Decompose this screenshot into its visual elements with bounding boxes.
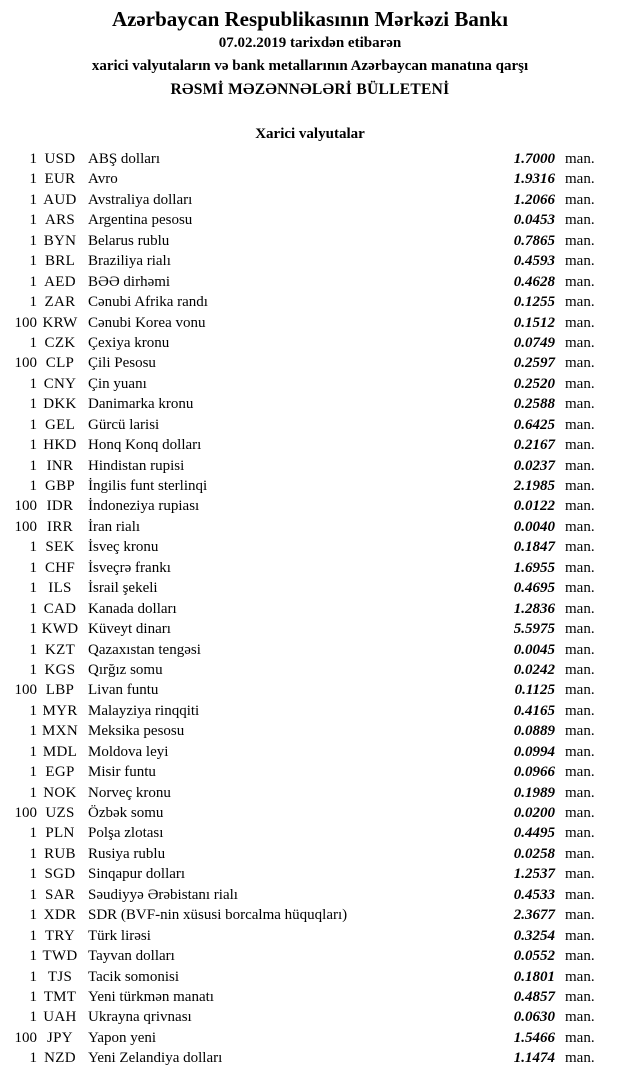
currency-unit: man. xyxy=(565,641,595,658)
currency-rate: 0.0258 xyxy=(513,845,555,862)
currency-row xyxy=(0,680,620,700)
currency-row xyxy=(0,169,620,189)
currency-name: Danimarka kronu xyxy=(88,396,194,413)
currency-unit: man. xyxy=(565,416,595,433)
currency-unit: man. xyxy=(565,845,595,862)
currency-name: Polşa zlotası xyxy=(88,825,164,842)
currency-name: İndoneziya rupiası xyxy=(88,498,200,515)
currency-quantity: 1 xyxy=(29,273,37,290)
currency-unit: man. xyxy=(565,621,595,638)
currency-code: CZK xyxy=(44,334,76,351)
currency-rate: 1.2066 xyxy=(513,191,555,208)
currency-unit: man. xyxy=(565,212,595,229)
currency-row xyxy=(0,578,620,598)
currency-unit: man. xyxy=(565,886,595,903)
currency-rate: 1.5466 xyxy=(513,1029,555,1046)
currency-code: AUD xyxy=(43,191,77,208)
currency-name: Cənubi Korea vonu xyxy=(88,314,206,331)
currency-rate: 0.0749 xyxy=(513,334,555,351)
currency-name: Moldova leyi xyxy=(88,743,169,760)
currency-quantity: 100 xyxy=(14,1029,37,1046)
currency-name: Avstraliya dolları xyxy=(88,191,193,208)
currency-row xyxy=(0,272,620,292)
currency-code: PLN xyxy=(45,825,75,842)
currency-code: TMT xyxy=(43,988,77,1005)
currency-name: Küveyt dinarı xyxy=(88,621,171,638)
currency-name: Ukrayna qrivnası xyxy=(88,1009,192,1026)
currency-rate: 0.4695 xyxy=(513,580,555,597)
currency-name: İsrail şekeli xyxy=(88,580,158,597)
currency-unit: man. xyxy=(565,743,595,760)
currency-code: GEL xyxy=(44,416,76,433)
currency-unit: man. xyxy=(565,968,595,985)
currency-rate: 0.6425 xyxy=(513,416,555,433)
currency-quantity: 1 xyxy=(29,478,37,494)
date-line: 07.02.2019 tarixdən etibarən xyxy=(218,35,402,51)
currency-code: EUR xyxy=(44,171,76,188)
currency-unit: man. xyxy=(565,948,595,965)
currency-rate: 0.7865 xyxy=(513,232,555,249)
currency-quantity: 1 xyxy=(29,886,37,903)
currency-unit: man. xyxy=(565,559,595,576)
currency-quantity: 1 xyxy=(29,661,37,678)
currency-rate: 0.2520 xyxy=(513,375,555,392)
currency-unit: man. xyxy=(565,682,595,699)
currency-unit: man. xyxy=(565,457,595,474)
currency-quantity: 1 xyxy=(29,743,37,760)
currency-code: KWD xyxy=(41,621,79,638)
currency-code: MYR xyxy=(42,702,78,719)
currency-rate: 0.4857 xyxy=(513,988,555,1005)
currency-code: DKK xyxy=(43,396,77,413)
currency-name: Cənubi Afrika randı xyxy=(88,294,208,311)
currency-code: IDR xyxy=(46,498,74,515)
currency-name: İsveç kronu xyxy=(88,539,159,556)
currency-code: ZAR xyxy=(44,294,76,311)
currency-name: Sinqapur dolları xyxy=(88,866,186,883)
currency-name: Qırğız somu xyxy=(88,661,163,678)
currency-rate: 0.4165 xyxy=(513,702,555,719)
currency-row xyxy=(0,905,620,925)
currency-rate: 0.2588 xyxy=(513,396,555,413)
currency-name: Qazaxıstan tengəsi xyxy=(88,641,201,658)
currency-unit: man. xyxy=(565,723,595,740)
currency-rate: 0.0552 xyxy=(513,948,555,965)
currency-rate: 0.0889 xyxy=(513,723,555,740)
currency-quantity: 1 xyxy=(29,171,37,188)
currency-code: MDL xyxy=(42,743,78,760)
currency-rate: 1.2836 xyxy=(513,600,555,617)
currency-code: IRR xyxy=(47,518,73,535)
currency-name: Çexiya kronu xyxy=(88,334,170,351)
currency-code: INR xyxy=(46,457,74,474)
currency-rate: 5.5975 xyxy=(513,621,555,638)
currency-code: TWD xyxy=(42,948,78,965)
bulletin-title: RƏSMİ MƏZƏNNƏLƏRİ BÜLLETENİ xyxy=(170,81,450,98)
currency-rate: 0.0040 xyxy=(513,518,555,535)
rates-table xyxy=(0,149,620,1069)
currency-name: Avro xyxy=(88,171,118,188)
currency-rate: 1.7000 xyxy=(513,151,555,167)
currency-quantity: 1 xyxy=(29,907,37,924)
currency-name: BƏƏ dirhəmi xyxy=(88,273,171,290)
currency-rate: 0.1847 xyxy=(513,539,555,556)
currency-quantity: 1 xyxy=(29,845,37,862)
currency-rate: 0.1125 xyxy=(514,682,555,699)
currency-row xyxy=(0,701,620,721)
currency-rate: 1.9316 xyxy=(513,171,555,188)
currency-code: RUB xyxy=(44,845,76,862)
currency-row xyxy=(0,783,620,803)
currency-code: ARS xyxy=(44,212,76,229)
currency-code: SAR xyxy=(44,886,76,903)
currency-quantity: 100 xyxy=(14,498,37,515)
currency-row xyxy=(0,823,620,843)
currency-rate: 0.4495 xyxy=(513,825,555,842)
currency-code: HKD xyxy=(43,437,77,454)
currency-unit: man. xyxy=(565,355,595,372)
currency-quantity: 1 xyxy=(29,723,37,740)
section-title: Xarici valyutalar xyxy=(255,126,365,142)
currency-unit: man. xyxy=(565,253,595,270)
currency-unit: man. xyxy=(565,232,595,249)
currency-quantity: 1 xyxy=(29,1009,37,1026)
currency-code: CHF xyxy=(44,559,76,576)
currency-quantity: 1 xyxy=(29,948,37,965)
currency-quantity: 1 xyxy=(29,600,37,617)
currency-row xyxy=(0,537,620,557)
currency-row xyxy=(0,210,620,230)
currency-row xyxy=(0,251,620,271)
currency-unit: man. xyxy=(565,334,595,351)
currency-name: Misir funtu xyxy=(88,764,156,781)
currency-quantity: 1 xyxy=(29,988,37,1005)
currency-row xyxy=(0,333,620,353)
currency-row xyxy=(0,946,620,966)
currency-quantity: 1 xyxy=(29,539,37,556)
currency-unit: man. xyxy=(565,478,595,494)
currency-name: Meksika pesosu xyxy=(88,723,185,740)
currency-rate: 0.0630 xyxy=(513,1009,555,1026)
currency-code: TRY xyxy=(44,927,76,944)
currency-unit: man. xyxy=(565,396,595,413)
currency-rate: 0.0994 xyxy=(513,743,555,760)
currency-quantity: 1 xyxy=(29,580,37,597)
currency-unit: man. xyxy=(565,784,595,801)
currency-name: İsveçrə frankı xyxy=(88,559,171,576)
currency-quantity: 1 xyxy=(29,968,37,985)
currency-name: Yapon yeni xyxy=(88,1029,157,1046)
currency-name: Rusiya rublu xyxy=(88,845,166,862)
currency-code: CAD xyxy=(43,600,77,617)
currency-code: SEK xyxy=(45,539,75,556)
currency-row xyxy=(0,353,620,373)
currency-quantity: 100 xyxy=(14,518,37,535)
currency-quantity: 1 xyxy=(29,784,37,801)
currency-name: Belarus rublu xyxy=(88,232,170,249)
currency-row xyxy=(0,292,620,312)
currency-unit: man. xyxy=(565,151,595,167)
currency-quantity: 1 xyxy=(29,416,37,433)
currency-quantity: 100 xyxy=(14,682,37,699)
currency-name: Türk lirəsi xyxy=(88,927,151,944)
currency-code: EGP xyxy=(45,764,75,781)
currency-row xyxy=(0,476,620,496)
currency-code: JPY xyxy=(47,1029,73,1046)
currency-row xyxy=(0,558,620,578)
currency-code: USD xyxy=(44,151,76,167)
currency-name: Argentina pesosu xyxy=(88,212,193,229)
currency-code: MXN xyxy=(42,723,78,740)
currency-code: KGS xyxy=(44,661,76,678)
currency-code: ILS xyxy=(48,580,72,597)
currency-rate: 0.4533 xyxy=(513,886,555,903)
currency-unit: man. xyxy=(565,191,595,208)
currency-quantity: 1 xyxy=(29,866,37,883)
currency-unit: man. xyxy=(565,375,595,392)
currency-name: Çili Pesosu xyxy=(88,355,156,372)
currency-rate: 0.2597 xyxy=(513,355,555,372)
currency-name: Honq Konq dolları xyxy=(88,437,202,454)
currency-rate: 0.4593 xyxy=(513,253,555,270)
currency-row xyxy=(0,1028,620,1048)
currency-name: Malayziya rinqqiti xyxy=(88,702,200,719)
currency-unit: man. xyxy=(565,600,595,617)
currency-row xyxy=(0,864,620,884)
currency-row xyxy=(0,987,620,1007)
currency-row xyxy=(0,885,620,905)
currency-code: UZS xyxy=(45,805,75,821)
currency-rate: 0.0122 xyxy=(513,498,555,515)
currency-unit: man. xyxy=(565,702,595,719)
currency-row xyxy=(0,496,620,516)
currency-rate: 0.3254 xyxy=(513,927,555,944)
currency-rate: 0.1255 xyxy=(513,294,555,311)
currency-row xyxy=(0,742,620,762)
currency-quantity: 1 xyxy=(29,702,37,719)
currency-quantity: 1 xyxy=(29,294,37,311)
currency-quantity: 1 xyxy=(29,457,37,474)
currency-code: KZT xyxy=(44,641,76,658)
currency-code: CLP xyxy=(45,355,75,372)
currency-quantity: 1 xyxy=(29,253,37,270)
currency-unit: man. xyxy=(565,580,595,597)
currency-rate: 1.1474 xyxy=(513,1050,555,1067)
currency-row xyxy=(0,415,620,435)
currency-quantity: 1 xyxy=(29,927,37,944)
currency-quantity: 1 xyxy=(29,437,37,454)
currency-unit: man. xyxy=(565,518,595,535)
currency-quantity: 1 xyxy=(29,396,37,413)
currency-row xyxy=(0,231,620,251)
currency-quantity: 1 xyxy=(29,375,37,392)
currency-quantity: 1 xyxy=(29,825,37,842)
currency-code: AED xyxy=(44,273,76,290)
currency-quantity: 100 xyxy=(14,355,37,372)
currency-rate: 1.2537 xyxy=(513,866,555,883)
currency-code: KRW xyxy=(42,314,78,331)
currency-quantity: 1 xyxy=(29,764,37,781)
currency-name: Yeni Zelandiya dolları xyxy=(88,1050,223,1067)
currency-unit: man. xyxy=(565,1029,595,1046)
currency-unit: man. xyxy=(565,539,595,556)
currency-row xyxy=(0,599,620,619)
currency-rate: 0.0200 xyxy=(513,805,555,821)
currency-row xyxy=(0,721,620,741)
currency-code: SGD xyxy=(44,866,76,883)
currency-row xyxy=(0,190,620,210)
currency-row xyxy=(0,374,620,394)
currency-unit: man. xyxy=(565,825,595,842)
currency-row xyxy=(0,926,620,946)
currency-unit: man. xyxy=(565,498,595,515)
currency-name: Norveç kronu xyxy=(88,784,171,801)
currency-row xyxy=(0,394,620,414)
currency-name: Özbək somu xyxy=(88,805,164,821)
currency-name: SDR (BVF-nin xüsusi borcalma hüquqları) xyxy=(88,907,348,924)
currency-name: ABŞ dolları xyxy=(88,151,161,167)
currency-row xyxy=(0,517,620,537)
currency-row xyxy=(0,149,620,169)
currency-row xyxy=(0,640,620,660)
currency-rate: 0.2167 xyxy=(513,437,555,454)
currency-rate: 0.4628 xyxy=(513,273,555,290)
currency-name: Livan funtu xyxy=(88,682,159,699)
currency-name: Kanada dolları xyxy=(88,600,177,617)
currency-unit: man. xyxy=(565,314,595,331)
currency-unit: man. xyxy=(565,294,595,311)
currency-row xyxy=(0,619,620,639)
currency-unit: man. xyxy=(565,907,595,924)
currency-rate: 0.0045 xyxy=(513,641,555,658)
currency-quantity: 1 xyxy=(29,191,37,208)
currency-unit: man. xyxy=(565,171,595,188)
currency-name: İngilis funt sterlinqi xyxy=(88,478,208,494)
currency-rate: 1.6955 xyxy=(513,559,555,576)
currency-quantity: 1 xyxy=(29,1050,37,1067)
doc-header xyxy=(0,0,620,98)
currency-code: GBP xyxy=(44,478,76,494)
currency-rate: 0.0242 xyxy=(513,661,555,678)
currency-rate: 0.0966 xyxy=(513,764,555,781)
currency-unit: man. xyxy=(565,866,595,883)
currency-code: CNY xyxy=(43,375,77,392)
currency-row xyxy=(0,844,620,864)
currency-row xyxy=(0,1048,620,1068)
currency-row xyxy=(0,762,620,782)
currency-unit: man. xyxy=(565,1009,595,1026)
currency-rate: 2.3677 xyxy=(513,907,555,924)
currency-row xyxy=(0,1007,620,1027)
currency-code: BRL xyxy=(44,253,76,270)
currency-unit: man. xyxy=(565,437,595,454)
currency-row xyxy=(0,313,620,333)
currency-quantity: 1 xyxy=(29,212,37,229)
currency-rate: 0.0453 xyxy=(513,212,555,229)
currency-name: Tayvan dolları xyxy=(88,948,175,965)
currency-code: BYN xyxy=(43,232,77,249)
currency-quantity: 1 xyxy=(29,621,37,638)
currency-quantity: 1 xyxy=(29,151,37,167)
currency-quantity: 1 xyxy=(29,559,37,576)
currency-row xyxy=(0,660,620,680)
currency-rate: 0.1801 xyxy=(513,968,555,985)
currency-name: Tacik somonisi xyxy=(88,968,180,985)
currency-unit: man. xyxy=(565,805,595,821)
currency-row xyxy=(0,967,620,987)
bank-title: Azərbaycan Respublikasının Mərkəzi Bankı xyxy=(111,7,509,31)
currency-unit: man. xyxy=(565,988,595,1005)
currency-code: TJS xyxy=(47,968,73,985)
scope-line: xarici valyutaların və bank metallarının Azərbaycan manatına qarşı xyxy=(91,58,529,74)
currency-unit: man. xyxy=(565,764,595,781)
currency-rate: 0.1989 xyxy=(513,784,555,801)
currency-name: Gürcü larisi xyxy=(88,416,160,433)
currency-rate: 0.1512 xyxy=(513,314,555,331)
currency-code: LBP xyxy=(45,682,75,699)
currency-unit: man. xyxy=(565,273,595,290)
currency-quantity: 100 xyxy=(14,314,37,331)
currency-rate: 0.0237 xyxy=(513,457,555,474)
currency-row xyxy=(0,803,620,823)
currency-rate: 2.1985 xyxy=(513,478,555,494)
currency-code: UAH xyxy=(43,1009,77,1026)
currency-quantity: 1 xyxy=(29,641,37,658)
currency-row xyxy=(0,456,620,476)
currency-name: Braziliya rialı xyxy=(88,253,171,270)
currency-unit: man. xyxy=(565,1050,595,1067)
currency-quantity: 1 xyxy=(29,334,37,351)
currency-name: Yeni türkmən manatı xyxy=(88,988,214,1005)
currency-unit: man. xyxy=(565,927,595,944)
currency-row xyxy=(0,435,620,455)
currency-name: Səudiyyə Ərəbistanı rialı xyxy=(88,886,238,903)
currency-name: Çin yuanı xyxy=(88,375,147,392)
currency-name: Hindistan rupisi xyxy=(88,457,185,474)
currency-quantity: 1 xyxy=(29,232,37,249)
currency-name: İran rialı xyxy=(88,518,141,535)
currency-quantity: 100 xyxy=(14,805,37,821)
currency-code: NZD xyxy=(44,1050,76,1067)
currency-code: XDR xyxy=(43,907,77,924)
currency-unit: man. xyxy=(565,661,595,678)
currency-code: NOK xyxy=(43,784,77,801)
